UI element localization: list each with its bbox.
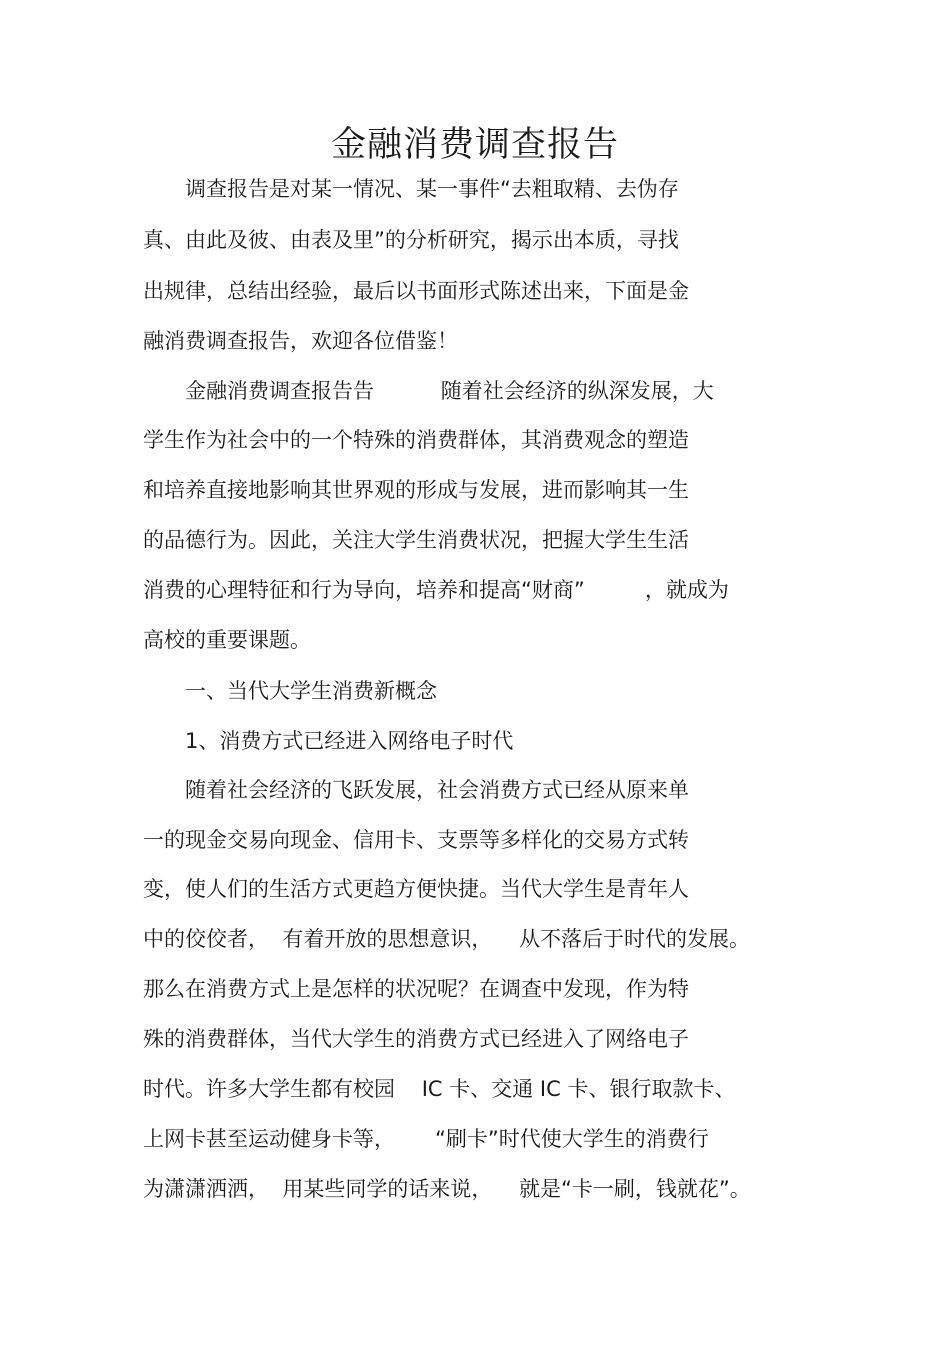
body-line: 变，使人们的生活方式更趋方便快捷。当代大学生是青年人 <box>143 877 689 901</box>
body-line: 消费的心理特征和行为导向，培养和提高“财商” ，就成为 <box>143 578 729 602</box>
body-line: 那么在消费方式上是怎样的状况呢？在调查中发现，作为特 <box>143 977 689 1001</box>
body-line: 随着社会经济的飞跃发展，社会消费方式已经从原来单 <box>143 778 689 802</box>
subsection-heading: 1、消费方式已经进入网络电子时代 <box>143 729 514 753</box>
body-line: 中的佼佼者， 有着开放的思想意识， 从不落后于时代的发展。 <box>143 927 751 951</box>
body-line: 的品德行为。因此，关注大学生消费状况，把握大学生生活 <box>143 528 689 552</box>
body-line: 和培养直接地影响其世界观的形成与发展，进而影响其一生 <box>143 478 689 502</box>
section-heading: 一、当代大学生消费新概念 <box>143 679 437 703</box>
body-line: 融消费调查报告，欢迎各位借鉴！ <box>143 329 458 353</box>
body-line: 一的现金交易向现金、信用卡、支票等多样化的交易方式转 <box>143 828 689 852</box>
body-line: 金融消费调查报告告 随着社会经济的纵深发展，大 <box>143 379 714 403</box>
body-line: 殊的消费群体，当代大学生的消费方式已经进入了网络电子 <box>143 1027 689 1051</box>
body-line: 上网卡甚至运动健身卡等， “刷卡”时代使大学生的消费行 <box>143 1127 709 1151</box>
body-line: 学生作为社会中的一个特殊的消费群体，其消费观念的塑造 <box>143 428 689 452</box>
body-line: 出规律，总结出经验，最后以书面形式陈述出来，下面是金 <box>143 279 689 303</box>
body-line: 真、由此及彼、由表及里”的分析研究，揭示出本质，寻找 <box>143 228 679 252</box>
body-line: 为潇潇洒洒， 用某些同学的话来说， 就是“卡一刷，钱就花”。 <box>143 1177 751 1201</box>
body-line: 高校的重要课题。 <box>143 628 311 652</box>
body-line: 时代。许多大学生都有校园 IC 卡、交通 IC 卡、银行取款卡、 <box>143 1077 736 1101</box>
document-title: 金融消费调查报告 <box>330 125 619 165</box>
body-line: 调查报告是对某一情况、某一事件“去粗取精、去伪存 <box>143 177 679 201</box>
